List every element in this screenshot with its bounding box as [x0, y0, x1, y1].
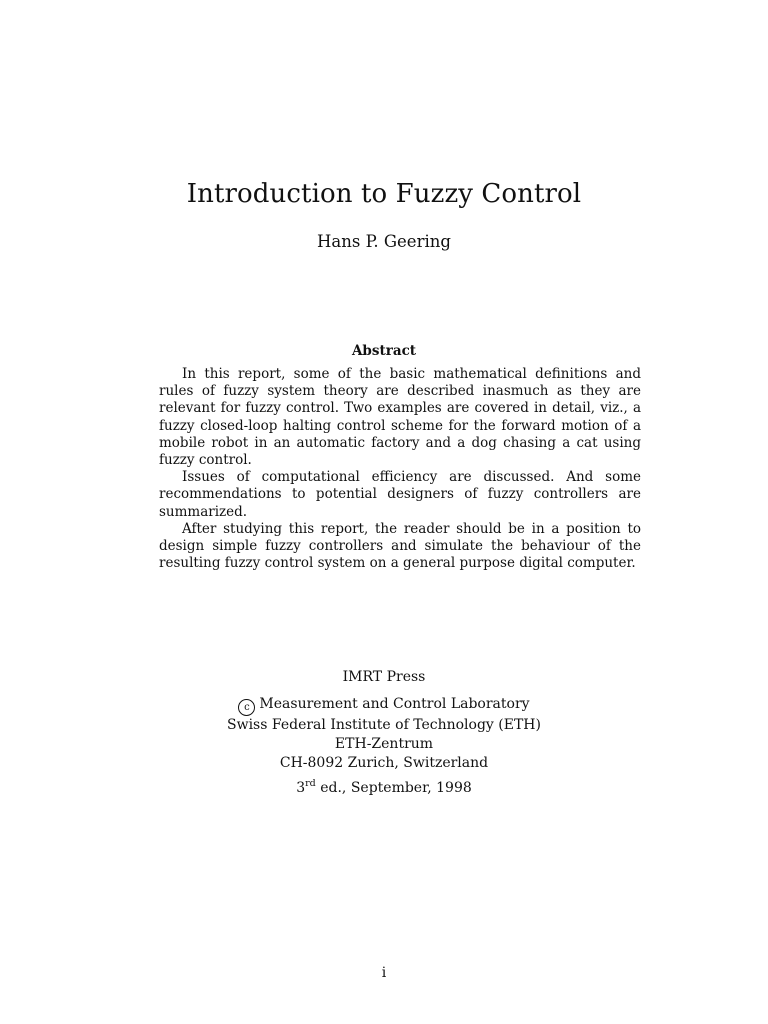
address-line-1	[0, 695, 768, 716]
abstract-paragraph: After studying this report, the reader should be in a position to design simple fuzzy controllers and simulate the behaviour of the resulting fuzzy control system on a general purpose digital computer.	[159, 520, 641, 572]
address-line-2: Swiss Federal Institute of Technology (ETH)	[227, 717, 541, 733]
edition-line	[0, 778, 768, 798]
publisher-name: IMRT Press	[342, 669, 426, 685]
abstract-paragraph: Issues of computational efficiency are discussed. And some recommendations to potential designers of fuzzy controllers are summarized.	[159, 469, 641, 520]
edition-number: 3	[296, 780, 306, 796]
abstract-body	[159, 366, 641, 572]
address-line-3: ETH-Zentrum	[334, 736, 434, 752]
address-line-1-text: Measurement and Control Laboratory	[259, 696, 530, 712]
edition-ordinal-suffix: rd	[305, 778, 316, 789]
abstract-paragraph: In this report, some of the basic mathematical definitions and rules of fuzzy system theory are described inasmuch as they are relevant for fuzzy control. Two examples are covered in detail, viz., a fuzzy closed-loop halting control scheme for the forward motion of a mobile robot in an automatic factory and a dog chasing a cat using fuzzy control.	[159, 366, 641, 469]
edition-date: ed., September, 1998	[315, 780, 472, 796]
page-number: i	[381, 965, 387, 981]
publisher-address	[0, 695, 768, 773]
author-name: Hans P. Geering	[317, 232, 451, 251]
copyright-icon: c	[238, 699, 255, 716]
abstract-heading: Abstract	[351, 343, 417, 359]
address-line-4: CH-8092 Zurich, Switzerland	[279, 755, 489, 771]
document-title: Introduction to Fuzzy Control	[186, 179, 582, 209]
